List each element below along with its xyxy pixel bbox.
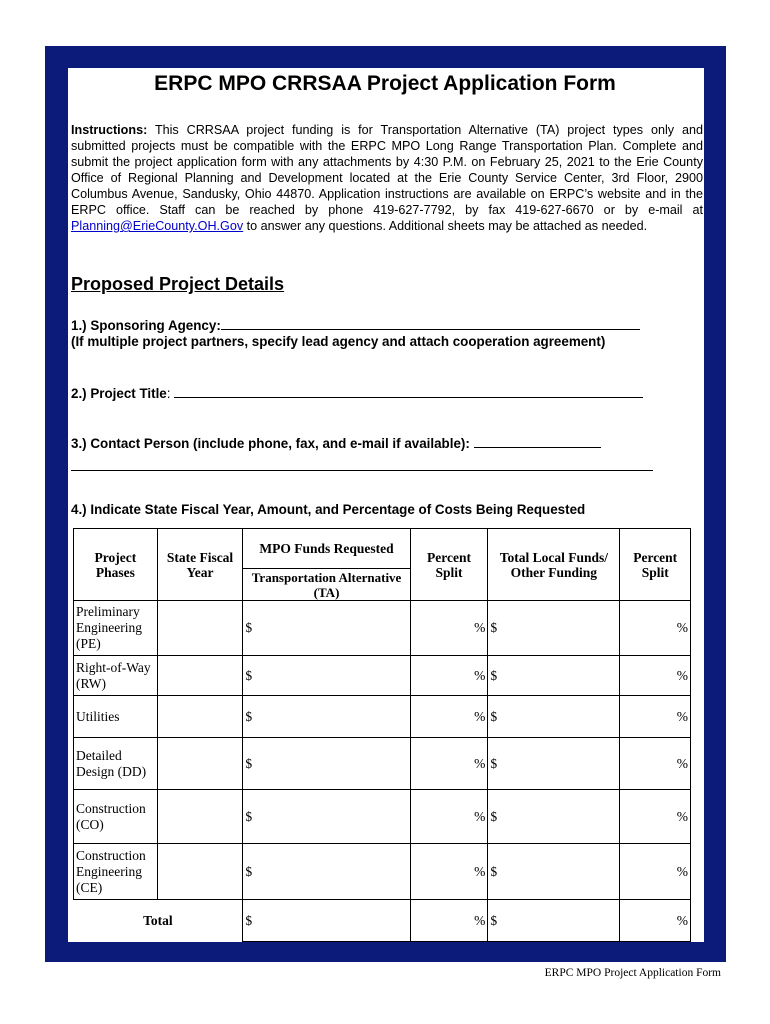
ta-amount-input[interactable]: $ xyxy=(243,696,410,738)
phase-cell: Construction Engineering (CE) xyxy=(74,844,158,900)
header-fiscal-year: State Fiscal Year xyxy=(157,529,243,601)
ta-amount-input[interactable]: $ xyxy=(243,601,410,656)
local-percent-input[interactable]: % xyxy=(620,790,691,844)
header-mpo-funds: MPO Funds Requested xyxy=(243,529,410,569)
contact-person-field-line2[interactable] xyxy=(71,470,653,471)
contact-person-field[interactable] xyxy=(474,434,601,448)
fiscal-year-input[interactable] xyxy=(157,656,243,696)
ta-percent-input[interactable]: % xyxy=(410,790,488,844)
project-title-field[interactable] xyxy=(174,384,643,398)
table-row xyxy=(74,601,691,656)
phase-cell: Preliminary Engineering (PE) xyxy=(74,601,158,656)
phase-cell: Utilities xyxy=(74,696,158,738)
header-project-phases: Project Phases xyxy=(74,529,158,601)
form-title: ERPC MPO CRRSAA Project Application Form xyxy=(154,72,616,95)
local-percent-input[interactable]: % xyxy=(620,656,691,696)
table-row xyxy=(74,738,691,790)
ta-percent-input[interactable]: % xyxy=(410,844,488,900)
total-label: Total xyxy=(74,900,243,942)
page-footer: ERPC MPO Project Application Form xyxy=(544,967,721,979)
phase-cell: Detailed Design (DD) xyxy=(74,738,158,790)
local-funds-input[interactable]: $ xyxy=(488,844,620,900)
fiscal-year-input[interactable] xyxy=(157,790,243,844)
table-total-row xyxy=(74,900,691,942)
question-label: 1.) Sponsoring Agency: xyxy=(71,318,221,333)
header-percent-split: Percent Split xyxy=(410,529,488,601)
header-percent-split-2: Percent Split xyxy=(620,529,691,601)
ta-amount-input[interactable]: $ xyxy=(243,790,410,844)
ta-percent-input[interactable]: % xyxy=(410,738,488,790)
question-sponsoring-agency xyxy=(71,316,640,333)
question-label: 3.) Contact Person (include phone, fax, and e-mail if available): xyxy=(71,436,470,451)
ta-percent-input[interactable]: % xyxy=(410,656,488,696)
local-funds-input[interactable]: $ xyxy=(488,790,620,844)
local-percent-input[interactable]: % xyxy=(620,601,691,656)
email-link[interactable]: Planning@ErieCounty.OH.Gov xyxy=(71,219,244,233)
ta-amount-input[interactable]: $ xyxy=(243,844,410,900)
instructions-block xyxy=(71,122,703,234)
fiscal-year-input[interactable] xyxy=(157,738,243,790)
phase-cell: Construction (CO) xyxy=(74,790,158,844)
question-contact-person xyxy=(71,434,601,451)
phase-cell: Right-of-Way (RW) xyxy=(74,656,158,696)
total-ta-amount[interactable]: $ xyxy=(243,900,410,942)
sponsoring-agency-note: (If multiple project partners, specify lead agency and attach cooperation agreement) xyxy=(71,334,606,349)
local-percent-input[interactable]: % xyxy=(620,738,691,790)
table-row xyxy=(74,656,691,696)
ta-amount-input[interactable]: $ xyxy=(243,738,410,790)
header-local-funds: Total Local Funds/ Other Funding xyxy=(488,529,620,601)
cost-table xyxy=(73,528,691,942)
table-row xyxy=(74,696,691,738)
instructions-text-end: to answer any questions. Additional sheets may be attached as needed. xyxy=(246,219,648,233)
ta-percent-input[interactable]: % xyxy=(410,601,488,656)
section-heading: Proposed Project Details xyxy=(71,274,285,294)
question-label: 2.) Project Title xyxy=(71,386,167,401)
instructions-text: This CRRSAA project funding is for Transportation Alternative (TA) project types only and submitted projects must be compatible with the ERPC MPO Long Range Transportation Plan. Complete and submit the project application form with any attachments by 4:30 P.M. on February 25, 2021 to the Erie County Office of Regional Planning and Development located at the Erie County Service Center, 3rd Floor, 2900 Columbus Avenue, Sandusky, Ohio 44870. Application instructions are available on ERPC’s website and in the ERPC office. Staff can be reached by phone 419-627-7792, by fax 419-627-6670 or by e-mail at xyxy=(71,123,703,217)
table-row xyxy=(74,844,691,900)
header-transportation-alternative: Transportation Alternative (TA) xyxy=(243,569,410,601)
fiscal-year-input[interactable] xyxy=(157,844,243,900)
fiscal-year-input[interactable] xyxy=(157,696,243,738)
ta-percent-input[interactable]: % xyxy=(410,696,488,738)
total-ta-percent[interactable]: % xyxy=(410,900,488,942)
local-funds-input[interactable]: $ xyxy=(488,656,620,696)
fiscal-year-input[interactable] xyxy=(157,601,243,656)
instructions-label: Instructions: xyxy=(71,123,148,137)
local-percent-input[interactable]: % xyxy=(620,844,691,900)
question-project-title xyxy=(71,384,643,401)
local-funds-input[interactable]: $ xyxy=(488,601,620,656)
question-fiscal-year: 4.) Indicate State Fiscal Year, Amount, and Percentage of Costs Being Requested xyxy=(71,502,586,517)
local-funds-input[interactable]: $ xyxy=(488,696,620,738)
local-percent-input[interactable]: % xyxy=(620,696,691,738)
question-colon: : xyxy=(166,386,171,401)
table-row xyxy=(74,790,691,844)
local-funds-input[interactable]: $ xyxy=(488,738,620,790)
sponsoring-agency-field[interactable] xyxy=(221,316,640,330)
total-local-percent[interactable]: % xyxy=(620,900,691,942)
total-local-funds[interactable]: $ xyxy=(488,900,620,942)
ta-amount-input[interactable]: $ xyxy=(243,656,410,696)
